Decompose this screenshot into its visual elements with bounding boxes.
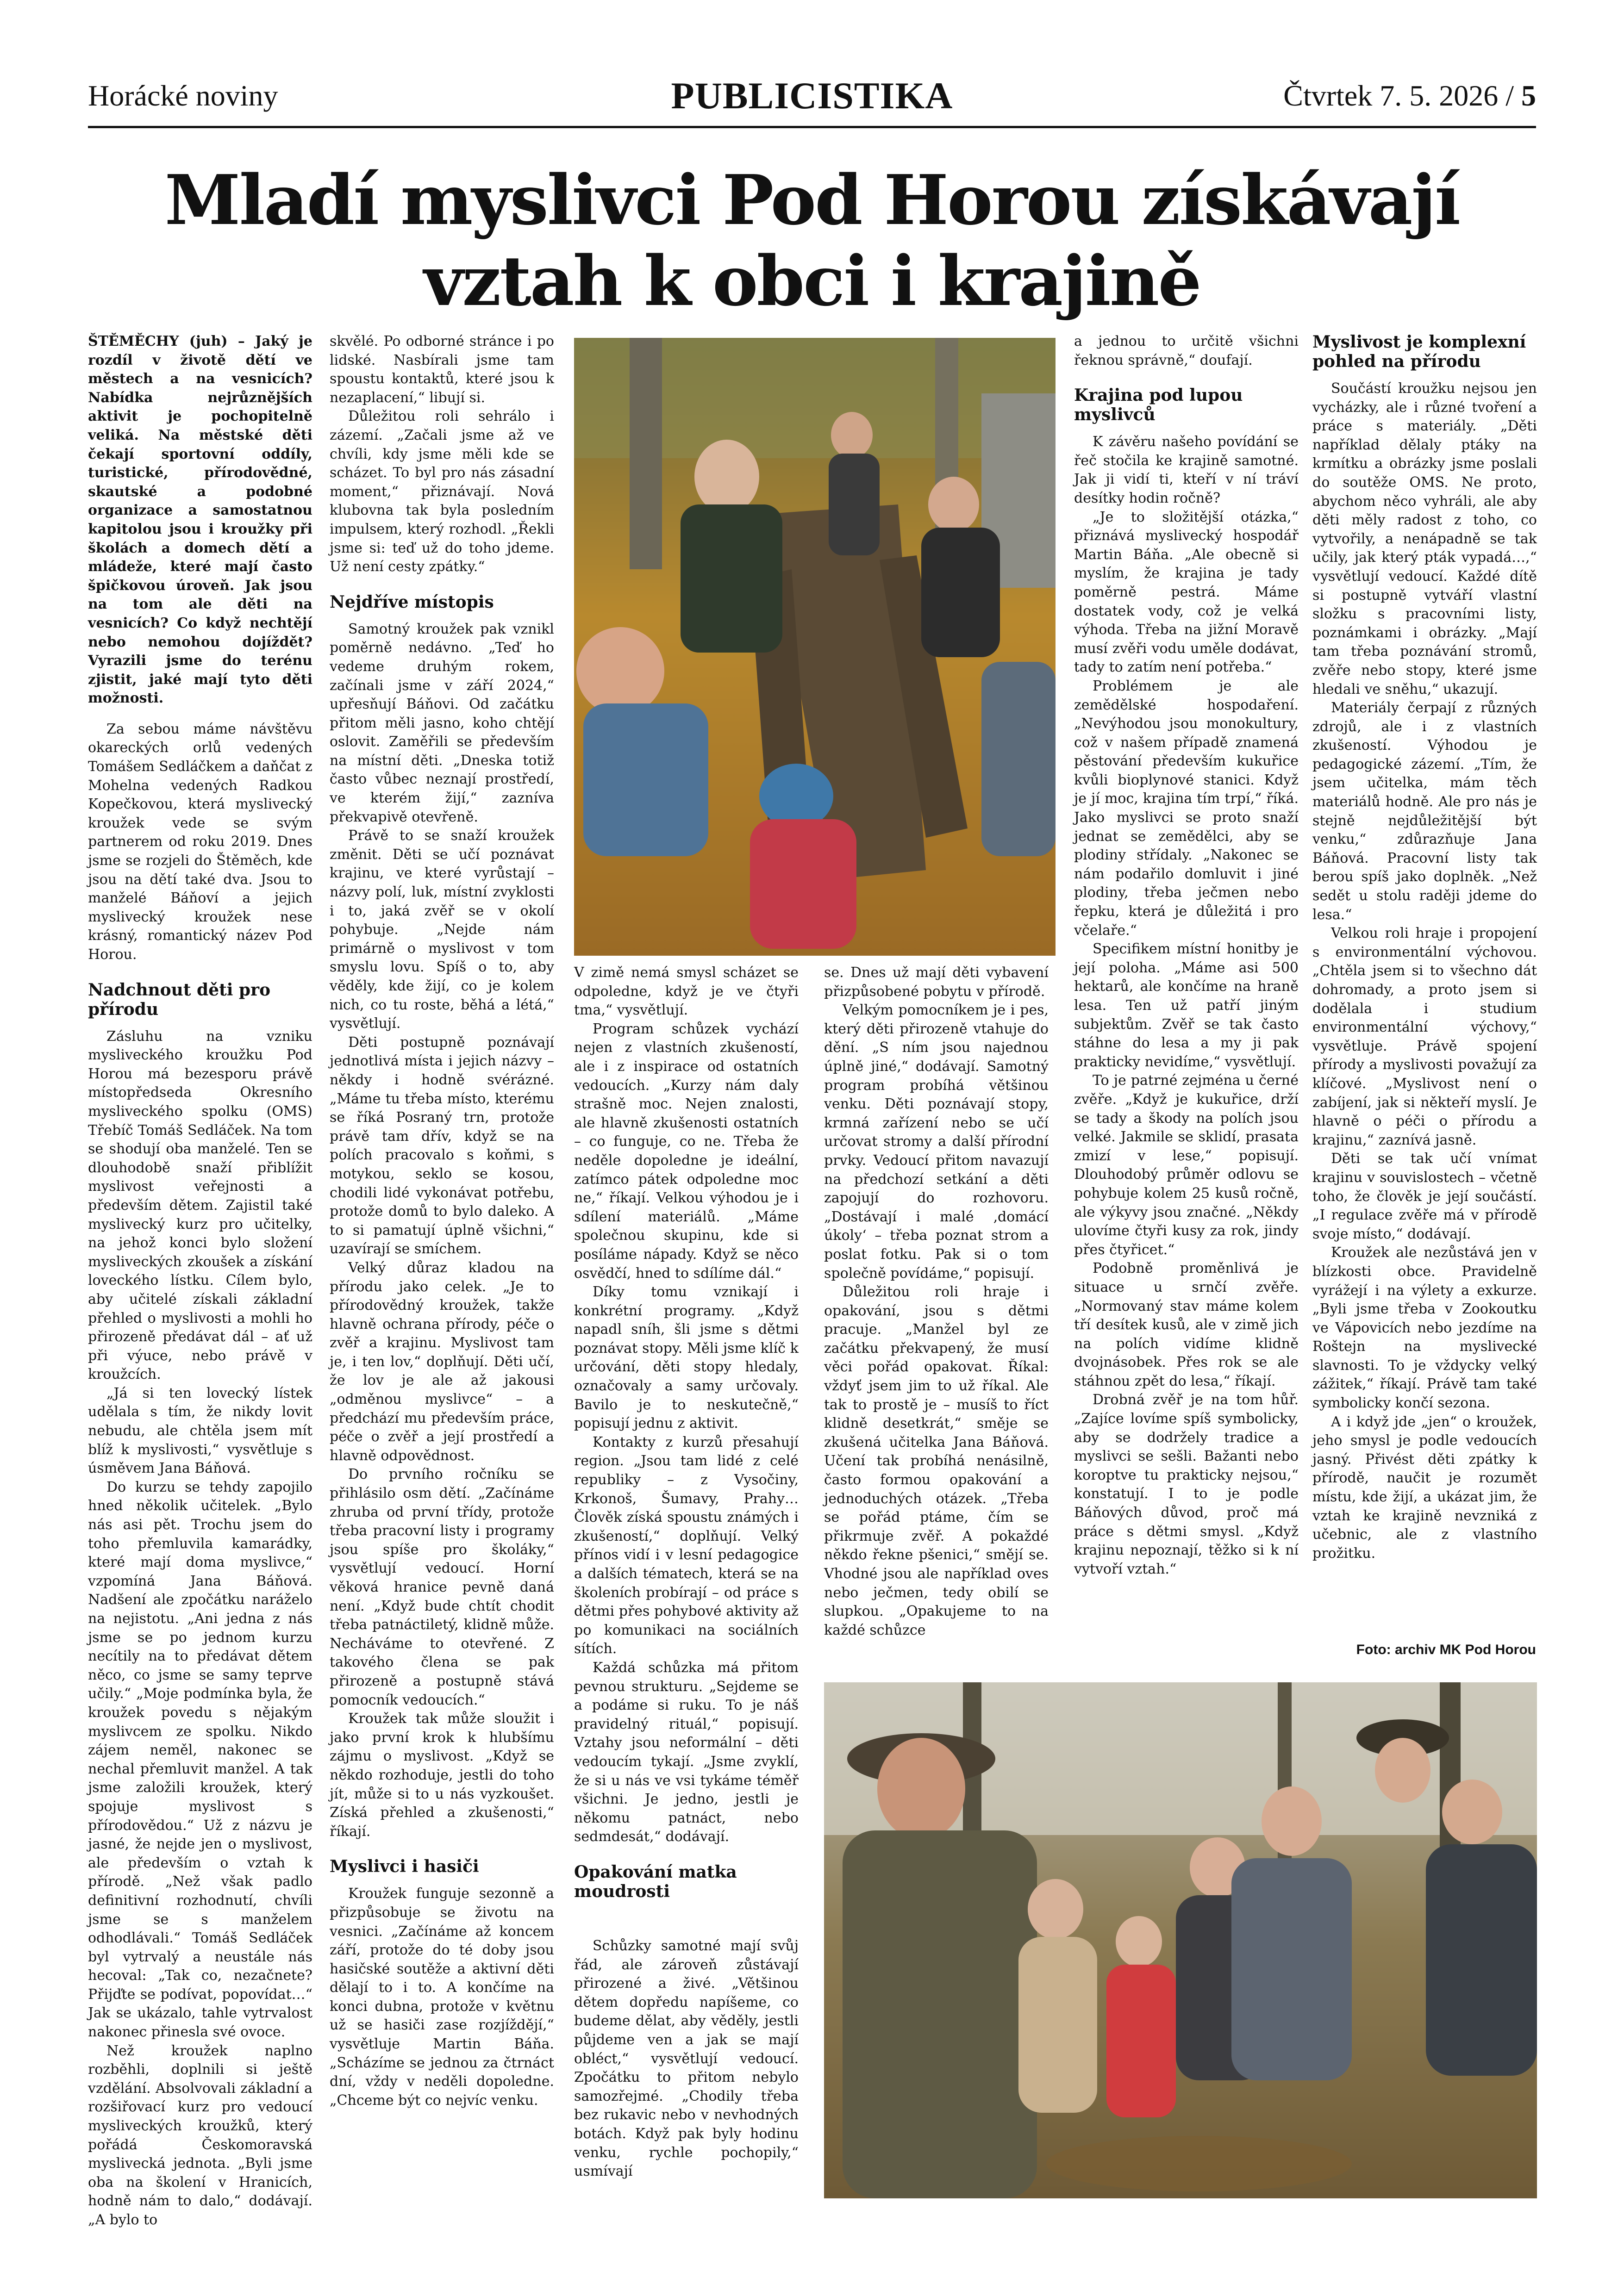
paragraph: Důležitou roli sehrálo i zázemí. „Začali jsme až ve chvíli, kdy jsme měli kde se scházet. To byl pro nás zásadní moment,“ přiznávají. Nová klubovna tak byla posledním impulsem, který rozhodl. „Řekli jsme si: teď už do toho jdeme. Už není cesty zpátky.“ xyxy=(330,408,554,575)
paragraph: Kroužek ale nezůstává jen v blízkosti obce. Pravidelně vyrážejí i na výlety a exkurze. „Byli jsme třeba v Zookoutku ve Vápovicích nebo jezdíme na Roštejn na myslivecké slavnosti. To je vždycky velký zážitek,“ říkají. Právě tam také symbolicky končí sezona. xyxy=(1312,1244,1537,1412)
column-3 xyxy=(574,964,799,1910)
paragraph: V zimě nemá smysl scházet se odpoledne, když je ve čtyři tma,“ vysvětlují. xyxy=(574,964,799,1019)
article-headline xyxy=(88,160,1536,322)
paragraph: Kroužek funguje sezonně a přizpůsobuje se životu na vesnici. „Začínáme až koncem září, protože do té doby jsou hasičské soutěže a aktivní děti dělají to i to. A končíme na konci dubna, protože v květnu už se hasiči zase rozjíždějí,“ vysvětluje Martin Báňa. „Scházíme se jednou za čtrnáct dní, vždy v neděli dopoledne. „Chceme být co nejvíc venku. xyxy=(330,1885,554,2109)
paragraph: Materiály čerpají z různých zdrojů, ale i z vlastních zkušeností. Výhodou je pedagogické zázemí. „Tím, že jsem učitelka, mám těch materiálů hodně. Ale pro nás je stejně nejdůležitější být venku,“ zdůrazňuje Jana Báňová. Pracovní listy tak berou spíš jako doplněk. „Než sedět u stolu raději jdeme do lesa.“ xyxy=(1312,700,1537,923)
paragraph: K závěru našeho povídání se řeč stočila ke krajině samotné. Jak ji vidí ti, kteří v ní tráví desítky hodin ročně? xyxy=(1074,434,1299,506)
subheading: Nadchnout děti pro přírodu xyxy=(88,980,271,1019)
paragraph: Program schůzek vychází nejen z vlastních zkušeností, ale i z inspirace od ostatních vedoucích. „Kurzy nám daly strašně moc. Nejen znalosti, ale hlavně zkušenosti ostatních – co funguje, co ne. Třeba že neděle dopoledne je ideální, zatímco pátek odpoledne moc ne,“ říkají. Velkou výhodou je i sdílení materiálů. „Máme společnou skupinu, kde si posíláme nápady. Když se něco osvědčí, hned to sdílíme dál.“ xyxy=(574,1020,799,1282)
paragraph: skvělé. Po odborné stránce i po lidské. Nasbírali jsme tam spoustu kontaktů, které jsou k nezaplacení,“ libují si. xyxy=(330,333,554,406)
paragraph: Děti se tak učí vnímat krajinu v souvislostech – včetně toho, že člověk je její součástí. „I regulace zvěře má v přírodě svoje místo,“ dodávají. xyxy=(1312,1151,1537,1242)
article-lead: ŠTĚMĚCHY (juh) – Jaký je rozdíl v životě dětí ve městech a na vesnicích? Nabídka nejrůznějších aktivit je pochopitelně veliká. Na městské děti čekají sportovní oddíly, turistické, přírodovědné, skautské a podobné organizace a samostatnou kapitolou jsou i kroužky při školách a domech dětí a mládeže, které mají často špičkovou úroveň. Jak jsou na tom ale děti na vesnicích? Co když nechtějí nebo nemohou dojíždět? Vyrazili jsme do terénu zjistit, jaké mají tyto děti možnosti. xyxy=(88,333,312,707)
paragraph: Díky tomu vznikají i konkrétní programy. „Když napadl sníh, šli jsme s dětmi poznávat stopy. Měli jsme klíč k určování, děti stopy hledaly, označovaly a samy určovaly. Bavilo je to neskutečně,“ popisují jednu z aktivit. xyxy=(574,1284,799,1432)
paragraph: Důležitou roli hraje i opakování, jsou s dětmi pracuje. „Manžel byl ze začátku překvapený, že musí věci pořád opakovat. Říkal: vždyť jsem jim to už říkal. Ale tak to prostě je – musíš to říct klidně desetkrát,“ směje se zkušená učitelka Jana Báňová. Učení tak probíhá nenásilně, často formou opakování a jednoduchých otázek. „Třeba se pořád ptáme, čím se přikrmuje zvěř. A pokaždé někdo řekne pšenici,“ smějí se. Vhodné jsou ale například oves nebo ječmen, tedy obilí se slupkou. „Opakujeme to na každé schůzce xyxy=(824,1284,1049,1638)
column-6 xyxy=(1312,332,1537,1563)
column-2 xyxy=(330,332,554,2110)
paragraph: Samotný kroužek pak vznikl poměrně nedávno. „Teď ho vedeme druhým rokem, začínali jsme v září 2024,“ upřesňují Báňovi. Od začátku přitom měli jasno, koho chtějí oslovit. Zaměřili se především na místní děti. „Dneska totiž často vůbec neznají prostředí, ve kterém žijí,“ zazníva překvapivě otevřeně. xyxy=(330,621,554,825)
paragraph: Kroužek tak může sloužit i jako první krok k hlubšímu zájmu o myslivost. „Když se někdo rozhoduje, jestli do toho jít, může si to u nás vyzkoušet. Získá přehled a zkušenosti,“ říkají. xyxy=(330,1711,554,1840)
subheading: Myslivci i hasiči xyxy=(330,1857,479,1877)
paragraph: a jednou to určitě všichni řeknou správně,“ doufají. xyxy=(1074,333,1299,368)
paragraph: Do prvního ročníku se přihlásilo osm dětí. „Začínáme zhruba od první třídy, protože třeba pracovní listy i programy jsou spíše pro školáky,“ vysvětlují vedoucí. Horní věková hranice pevně daná není. „Když bude chtít chodit třeba patnáctiletý, klidně může. Necháváme to otevřené. Z takového člena se pak přirozeně a postupně stává pomocník vedoucích.“ xyxy=(330,1466,554,1708)
paragraph: Velkým pomocníkem je i pes, který děti přirozeně vtahuje do dění. „S ním jsou najednou úplně jiné,“ dodávají. Samotný program probíhá většinou venku. Děti poznávají stopy, krmná zařízení nebo se učí určovat stromy a další přírodní prvky. Vedoucí přitom navazují na předchozí setkání a děti zapojují do rozhovoru. „Dostávají i malé ‚domácí úkoly‘ – třeba poznat strom a poslat fotku. Pak si o tom společně povídáme,“ popisují. xyxy=(824,1002,1049,1282)
paragraph: To je patrné zejména u černé zvěře. „Když je kukuřice, drží se tady a škody na polích jsou velké. Jakmile se sklidí, prasata zmizí v lese,“ popisují. Dlouhodobý průměr odlovu se pohybuje kolem 25 kusů ročně, ale výkyvy jsou značné. „Někdy ulovíme čtyři kusy za rok, jindy přes čtyřicet.“ xyxy=(1074,1072,1299,1258)
paragraph: Než kroužek naplno rozběhli, doplnili si ještě vzdělání. Absolvovali základní a rozšiřovací kurz pro vedoucí mysliveckých kroužků, který pořádá Českomoravská myslivecká jednota. „Byli jsme oba na školení v Hranicích, hodně nám to dalo,“ dodávají. „A bylo to xyxy=(88,2042,312,2228)
paragraph: Velkou roli hraje i propojení s environmentální výchovou. „Chtěla jsem si to všechno dát dohromady, a proto jsem si dodělala i studium environmentální výchovy,“ vysvětluje. Právě spojení přírody a myslivosti považují za klíčové. „Myslivost není o zabíjení, jak si někteří myslí. Je hlavně o péči o přírodu a krajinu,“ zaznívá jasně. xyxy=(1312,925,1537,1148)
header-rule xyxy=(88,126,1536,128)
paragraph: Do kurzu se tehdy zapojilo hned několik učitelek. „Bylo nás asi pět. Trochu jsem do toho přemluvila kamarádky, které mají doma myslivce,“ vzpomíná Jana Báňová. Nadšení ale zpočátku naráželo na nejistotu. „Ani jedna z nás jsme se po jednom kurzu necítily na to předávat dětem něco, co jsme se samy teprve učily.“ „Moje podmínka byla, že kroužek povedu s nějakým myslivcem ze spolku. Nikdo zájem neměl, nakonec se nechal přemluvit manžel. A tak jsme založili kroužek, který spojuje myslivost s přírodovědou.“ Už z názvu je jasné, že nejde jen o myslivost, ale především o vztah k přírodě. „Než však padlo definitivní rozhodnutí, chvíli jsme se s manželem odhodlávali.“ Tomáš Sedláček byl vytrvalý a neustále nás hecoval: „Tak co, nezačnete? Přijďte se podívat, popovídat…“ Jak se ukázalo, tahle vytrvalost nakonec přinesla své ovoce. xyxy=(88,1479,312,2041)
paragraph: Zásluhu na vzniku mysliveckého kroužku Pod Horou má bezesporu právě místopředseda Okresního mysliveckého spolku (OMS) Třebíč Tomáš Sedláček. Na tom se shodují oba manželé. Ten se dlouhodobě snaží přiblížit myslivost veřejnosti a především dětem. Zajistil také myslivecký kurz pro učitelky, na jehož konci bylo složení mysliveckých zkoušek a získání loveckého lístku. Cílem bylo, aby učitelé získali základní přehled o myslivosti a mohli ho přirozeně předávat dál – ať už při výuce, nebo právě v kroužcích. xyxy=(88,1028,312,1383)
paragraph: Kontakty z kurzů přesahují region. „Jsou tam lidé z celé republiky – z Vysočiny, Krkonoš, Šumavy, Prahy… Člověk získá spoustu známých i zkušeností,“ doplňují. Velký přínos vidí i v lesní pedagogice a dalších tématech, která se na školeních probírají – od práce s dětmi přes pohybové aktivity až po komunikaci na sociálních sítích. xyxy=(574,1434,799,1657)
paragraph: Velký důraz kladou na přírodu jako celek. „Je to přírodovědný kroužek, takže hlavně ochrana přírody, péče o zvěř a krajinu. Myslivost tam je, i ten lov,“ doplňují. Děti učí, že lov je ale až jakousi „odměnou myslivce“ – a předchází mu především práce, péče o zvěř a její prostředí a hlavně odpovědnost. xyxy=(330,1259,554,1464)
headline-line-2: vztah k obci i krajině xyxy=(424,241,1200,321)
photo-credit: Foto: archiv MK Pod Horou xyxy=(1356,1642,1536,1657)
page-number: 5 xyxy=(1521,79,1536,112)
paragraph: „Je to složitější otázka,“ přiznává myslivecký hospodář Martin Báňa. „Ale obecně si myslím, že krajina je tady poměrně pestrá. Máme dostatek vody, což je velká výhoda. Třeba na jižní Moravě musí zvěři vodu uměle dodávat, tady to zatím není potřeba.“ xyxy=(1074,509,1299,676)
issue-date xyxy=(1283,79,1536,113)
page-header xyxy=(88,74,1536,125)
paragraph: Drobná zvěř je na tom hůř. „Zajíce lovíme spíš symbolicky, aby se dodržely tradice a myslivci se sešli. Bažanti nebo koroptve tu prakticky nejsou,“ konstatují. I to je podle Báňových důvod, proč má práce s dětmi smysl. „Když krajinu nepoznají, těžko si k ní vytvoří vztah.“ xyxy=(1074,1392,1299,1577)
section-title: PUBLICISTIKA xyxy=(671,75,953,117)
column-1 xyxy=(88,332,312,2230)
paragraph: Za sebou máme návštěvu okareckých orlů vedených Tomášem Sedláčkem a daňčat z Mohelna vedených Radkou Kopečkovou, která myslivecký kroužek vede se svým partnerem od roku 2019. Dnes jsme se rozjeli do Štěměch, kde jsou na dětí také dva. Jsou to manželé Báňoví a jejich myslivecký kroužek nese krásný, romantický název Pod Horou. xyxy=(88,721,312,963)
paragraph: Schůzky samotné mají svůj řád, ale zároveň zůstávají přirozené a živé. „Většinou dětem dopředu napíšeme, co budeme dělat, aby věděly, jestli půjdeme ven a jak se mají obléct,“ vysvětlují vedoucí. Zpočátku to přitom nebylo samozřejmé. „Chodily třeba bez rukavic nebo v nevhodných botách. Když pak byly hodinu venku, rychle pochopily,“ usmívají xyxy=(574,1938,799,2180)
subheading: Krajina pod lupou myslivců xyxy=(1074,386,1243,425)
subheading: Myslivost je komplexní pohled na přírodu xyxy=(1312,332,1526,371)
paragraph: Každá schůzka má přitom pevnou strukturu. „Sejdeme se a podáme si ruku. To je náš pravidelný rituál,“ popisují. Vztahy jsou neformální – děti vedoucím tykají. „Jsme zvyklí, že si u nás ve vsi tykáme téměř všichni. Je jedno, jestli je někomu patnáct, nebo sedmdesát,“ dodávají. xyxy=(574,1659,799,1845)
paragraph: Specifikem místní honitby je její poloha. „Máme asi 500 hektarů, ale končíme na hraně lesa. Ten už patří jiným subjektům. Zvěř se tak často stáhne do lesa a my ji pak prakticky nevidíme,“ vysvětlují. xyxy=(1074,941,1299,1070)
article-photo-1 xyxy=(574,338,1056,956)
photo-image xyxy=(824,1682,1537,2198)
subheading: Opakování matka moudrosti xyxy=(574,1862,737,1901)
paragraph: Podobně proměnlivá je situace u srnčí zvěře. „Normovaný stav máme kolem tří desítek kusů, ale v zimě jich na polích vidíme klidně dvojnásobek. Přes rok se ale stáhnou zpět do lesa,“ říkají. xyxy=(1074,1260,1299,1389)
headline-line-1: Mladí myslivci Pod Horou získávají xyxy=(164,160,1460,240)
paragraph: Právě to se snaží kroužek změnit. Děti se učí poznávat krajinu, ve které vyrůstají – názvy polí, luk, místní zvyklosti i to, jaká zvěř se v okolí pohybuje. „Nejde nám primárně o myslivost v tom smyslu lovu. Spíš o to, aby věděly, kde žijí, co je kolem nich, co tu roste, běhá a létá,“ vysvětlují. xyxy=(330,828,554,1032)
paragraph: Děti postupně poznávají jednotlivá místa i jejich názvy – někdy i hodně svérázné. „Máme tu třeba místo, kterému se říká Posraný trn, protože právě tam dřív, když se na polích pracovalo s koňmi, s motykou, seklo se kosou, chodili lidé vykonávat potřebu, protože domů to bylo daleko. A to si pamatují úplně všichni,“ uzavírají se smíchem. xyxy=(330,1034,554,1257)
paragraph: A i když jde „jen“ o kroužek, jeho smysl je podle vedoucích jasný. Přivést děti zpátky k přírodě, naučit je rozumět místu, kde žijí, a ukázat jim, že vztah ke krajině nevzniká z učebnic, ale z vlastního prožitku. xyxy=(1312,1413,1537,1562)
subheading: Nejdříve místopis xyxy=(330,592,494,612)
article-photo-2 xyxy=(824,1682,1537,2198)
paragraph: „Já si ten lovecký lístek udělala s tím, že nikdy lovit nebudu, ale chtěla jsem mít blíž k myslivosti,“ vysvětluje s úsměvem Jana Báňová. xyxy=(88,1385,312,1477)
date-text: Čtvrtek 7. 5. 2026 / xyxy=(1283,79,1514,112)
newspaper-name: Horácké noviny xyxy=(88,79,278,112)
column-3-bottom xyxy=(574,1937,799,2181)
column-5 xyxy=(1074,332,1299,1579)
paragraph: se. Dnes už mají děti vybavení přizpůsobené pobytu v přírodě. xyxy=(824,964,1049,1000)
photo-image xyxy=(574,338,1056,956)
paragraph: Součástí kroužku nejsou jen vycházky, ale i různé tvoření a práce s materiály. „Děti například dělaly ptáky na krmítku a obrázky jsme poslali do soutěže OMS. Ne proto, abychom něco vyhráli, ale aby děti měly radost z toho, co vytvořily, a nenápadně se tak učily, jak který pták vypadá…,“ vysvětlují vedoucí. Každé dítě si postupně vytváří vlastní složku s pracovními listy, poznámkami i obrázky. „Mají tam třeba poznávání stromů, zvěře nebo stopy, které jsme hledali ve sněhu,“ ukazují. xyxy=(1312,380,1537,697)
paragraph: Problémem je ale zemědělské hospodaření. „Nevýhodou jsou monokultury, což v našem případě znamená pěstování především kukuřice kvůli bioplynové stanici. Když je jí moc, krajina tím trpí,“ říká. Jako myslivci se proto snaží jednat se zemědělci, aby se plodiny střídaly. „Nakonec se nám podařilo domluvit i jiné plodiny, třeba ječmen nebo řepku, která je důležitá i pro včelaře.“ xyxy=(1074,678,1299,939)
column-4 xyxy=(824,964,1049,1640)
